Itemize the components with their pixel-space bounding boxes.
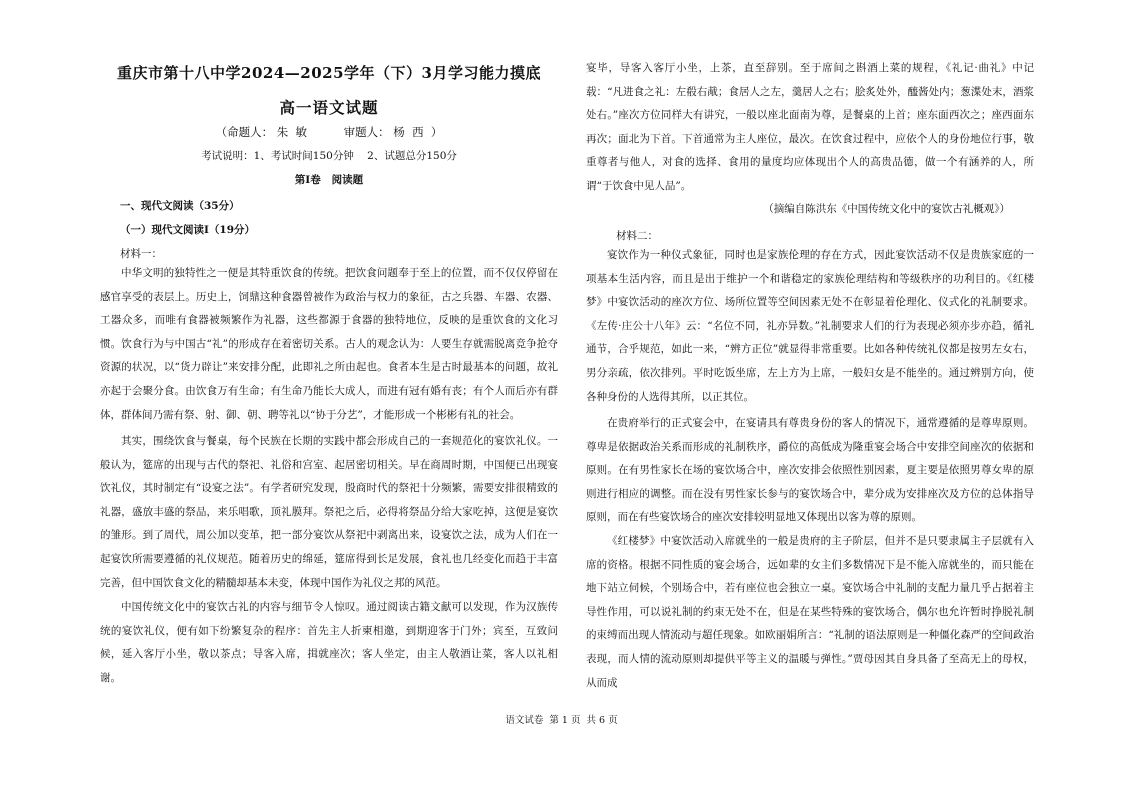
material-1-label: 材料一： bbox=[120, 248, 162, 260]
paragraph: 其实，围绕饮食与餐桌，每个民族在长期的实践中都会形成自己的一套规范化的宴饮礼仪。一般认为，筵席的出现与古代的祭祀、礼俗和宫室、起居密切相关。早在商周时期，中国便已出现宴饮礼仪，其时制定有“设宴之法”。有学者研究发现，殷商时代的祭祀十分频繁，需要安排很精致的礼器，盛放丰盛的祭品，来乐唱歌，顶礼膜拜。祭祀之后，必得将祭品分给大家吃掉，这便是宴饮的雏形。到了周代，周公加以变革，把一部分宴饮从祭祀中剥离出来，设宴饮之法，成为人们在一起宴饮所需要遵循的礼仪规范。随着历史的绵延，筵席得到长足发展，食礼也几经变化而趋于丰富完善，但中国饮食文化的精髓却基本未变，体现中国作为礼仪之邦的风范。 bbox=[100, 435, 558, 589]
paragraph: 在贵府举行的正式宴会中，在宴请具有尊贵身份的客人的情况下，通常遵循的是尊卑原则。尊卑是依据政治关系而形成的礼制秩序，爵位的高低成为隆重宴会场合中安排空间座次的依据和原则。在有男性家长在场的宴饮场合中，座次安排会依照性别因素，夏主要是依照男尊女卑的原则进行相应的调整。而在没有男性家长参与的宴饮场合中，辈分成为安排座次及方位的总体指导原则，而在有些宴饮场合的座次安排较明显地又体现出以客为尊的原则。 bbox=[586, 417, 1034, 524]
exam-title: 重庆市第十八中学2024—2025学年（下）3月学习能力摸底 bbox=[117, 64, 541, 82]
paragraph-continuation: 宴毕，导客入客厅小坐，上茶，直至辞别。至于席间之斟酒上菜的规程，《礼记·曲礼》中记载：“凡进食之礼：左殽右胾；食居人之左，羹居人之右；脍炙处外，醯酱处内；葱渫处末，酒浆处右。”座次方位同样大有讲究，一般以座北面南为尊，是餐桌的上首；座东面西次之；座西面东再次；面北为下首。下首通常为主人座位，最次。在饮食过程中，应依个人的身份地位行事，敬重尊者与他人，对食的选择、食用的量度均应体现出个人的高贵品德，做一个有涵养的人，所谓“于饮食中见人品”。 bbox=[586, 62, 1034, 192]
paragraph: 《红楼梦》中宴饮活动入席就坐的一般是贵府的主子阶层，但并不是只要隶属主子层就有入席的资格。根据不同性质的宴会场合，远如辈的女主们多数情况下是不能入席就坐的，而只能在地下站立伺候，个别场合中，若有座位也会独立一桌。宴饮场合中礼制的支配力量几乎占据着主导性作用，可以说礼制的约束无处不在，但是在某些特殊的宴饮场合，偶尔也允许暂时挣脱礼制的束缚而出现人情流动与超任现象。如欧丽娟所言：“礼制的语法原则是一种僵化森严的空间政治表现，而人情的流动原则却提供平等主义的温暖与弹性。”贾母因其自身具备了至高无上的母权，从而成 bbox=[586, 535, 1034, 689]
authors-line: （命题人： 朱 敏 审题人： 杨 西 ） bbox=[215, 125, 443, 139]
source-citation: （摘编自陈洪东《中国传统文化中的宴饮古礼概观》） bbox=[763, 203, 1010, 215]
paragraph: 中华文明的独特性之一便是其特重饮食的传统。把饮食问题奉于至上的位置，而不仅仅停留在感官享受的表层上。历史上，饲鼎这种食器曾被作为政治与权力的象征，古之兵器、车器、农器、工器众多，而唯有食器被频繁作为礼器，这些都源于食器的独特地位，反映的是重饮食的文化习惯。饮食行为与中国古“礼”的形成存在着密切关系。古人的观念认为：人要生存就需脱离竞争抢夺资源的状况，以“货力辟让”来安排分配，此即礼之所由起也。食者本生是古时最基本的问题，故礼亦起于会聚分食。由饮食万有生命；有生命乃能长大成人，而进有冠有婚有丧；有个人而后亦有群体，群体间乃需有祭、射、御、朝、聘等礼以“协于分艺”，才能形成一个彬彬有礼的社会。 bbox=[100, 267, 558, 421]
exam-subtitle: 高一语文试题 bbox=[279, 98, 379, 117]
exam-instructions: 考试说明：1、考试时间150分钟 2、试题总分150分 bbox=[201, 150, 457, 162]
paragraph: 中国传统文化中的宴饮古礼的内容与细节令人惊叹。通过阅读古籍文献可以发现，作为汉族传统的宴饮礼仪，便有如下纷繁复杂的程序：首先主人折柬相邀，到期迎客于门外；宾至，互致问候，延入客厅小坐，敬以茶点；导客入席，揖就座次；客人坐定，由主人敬酒让菜，客人以礼相谢。 bbox=[100, 601, 558, 684]
section-heading: 一、现代文阅读（35分） bbox=[120, 200, 240, 212]
volume-heading: 第Ⅰ卷 阅读题 bbox=[294, 174, 364, 186]
paragraph: 宴饮作为一种仪式象征，同时也是家族伦理的存在方式，因此宴饮活动不仅是贵族家庭的一项基本生活内容，而且是出于维护一个和谐稳定的家族伦理结构和等级秩序的功利目的。《红楼梦》中宴饮活动的座次方位、场所位置等空间因素无处不在彰显着伦理化、仪式化的礼制要求。《左传·庄公十八年》云：“名位不同，礼亦异数。”礼制要求人们的行为表现必须亦步亦趋，循礼通节，合乎规范，如此一来，“辨方正位”就显得非常重要。比如各种传统礼仪都是按男左女右，男分亲疏，依次排列。平时吃饭坐席，左上方为上席，一般妇女是不能坐的。通过辨别方向，使各种身份的人选得其所，以正其位。 bbox=[586, 249, 1034, 403]
material-2-label: 材料二： bbox=[616, 230, 658, 242]
subsection-heading: （一）现代文阅读Ⅰ（19分） bbox=[120, 224, 256, 236]
page-footer: 语文试卷 第 1 页 共 6 页 bbox=[505, 715, 618, 726]
